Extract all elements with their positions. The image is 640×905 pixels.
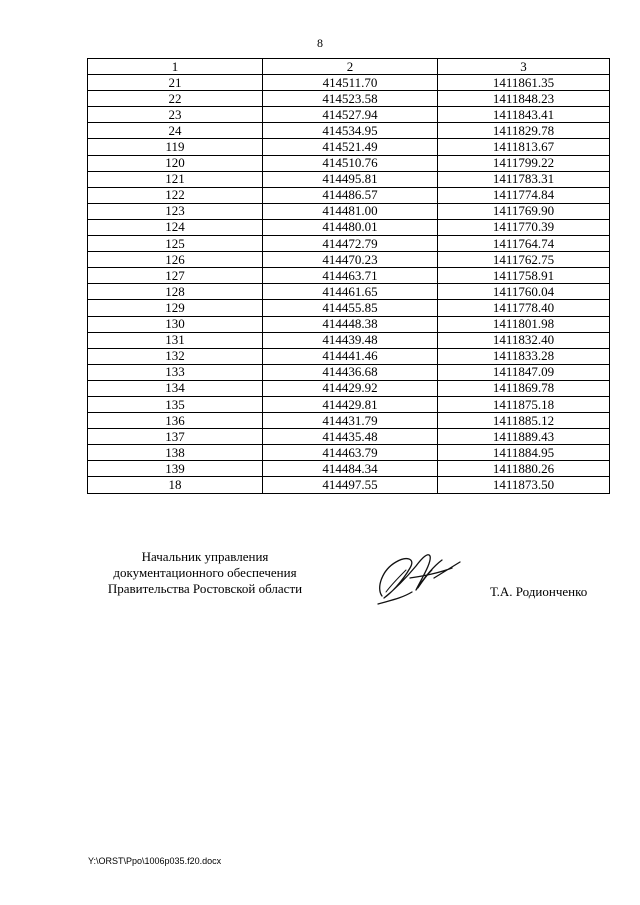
table-row	[88, 348, 610, 364]
table-row	[88, 236, 610, 252]
page-number: 8	[317, 36, 323, 50]
x-coordinate-cell: 414470.23	[263, 252, 438, 268]
table-row	[88, 252, 610, 268]
point-number-cell: 127	[88, 268, 263, 284]
signer-position-line-2: документационного обеспечения	[113, 565, 297, 580]
y-coordinate-cell: 1411829.78	[438, 123, 610, 139]
x-coordinate-cell: 414436.68	[263, 364, 438, 380]
point-number-cell: 129	[88, 300, 263, 316]
x-coordinate-cell: 414429.92	[263, 380, 438, 396]
point-number-cell: 22	[88, 91, 263, 107]
x-coordinate-cell: 414448.38	[263, 316, 438, 332]
y-coordinate-cell: 1411843.41	[438, 107, 610, 123]
table-row	[88, 380, 610, 396]
y-coordinate-cell: 1411889.43	[438, 429, 610, 445]
x-coordinate-cell: 414510.76	[263, 155, 438, 171]
point-number-cell: 120	[88, 155, 263, 171]
table-row	[88, 461, 610, 477]
x-coordinate-cell: 414435.48	[263, 429, 438, 445]
y-coordinate-cell: 1411832.40	[438, 332, 610, 348]
table-row	[88, 477, 610, 493]
x-coordinate-cell: 414429.81	[263, 396, 438, 412]
point-number-cell: 123	[88, 203, 263, 219]
x-coordinate-cell: 414463.71	[263, 268, 438, 284]
x-coordinate-cell: 414495.81	[263, 171, 438, 187]
x-coordinate-cell: 414455.85	[263, 300, 438, 316]
table-row	[88, 187, 610, 203]
file-path: Y:\ORST\Ppo\1006p035.f20.docx	[88, 856, 222, 866]
signer-position-line-3: Правительства Ростовской области	[107, 581, 303, 596]
x-coordinate-cell: 414523.58	[263, 91, 438, 107]
x-coordinate-cell: 414441.46	[263, 348, 438, 364]
point-number-cell: 131	[88, 332, 263, 348]
table-row	[88, 429, 610, 445]
x-coordinate-cell: 414497.55	[263, 477, 438, 493]
table-row	[88, 332, 610, 348]
y-coordinate-cell: 1411847.09	[438, 364, 610, 380]
y-coordinate-cell: 1411884.95	[438, 445, 610, 461]
y-coordinate-cell: 1411875.18	[438, 396, 610, 412]
point-number-cell: 24	[88, 123, 263, 139]
x-coordinate-cell: 414461.65	[263, 284, 438, 300]
y-coordinate-cell: 1411799.22	[438, 155, 610, 171]
y-coordinate-cell: 1411873.50	[438, 477, 610, 493]
point-number-cell: 128	[88, 284, 263, 300]
point-number-cell: 18	[88, 477, 263, 493]
x-coordinate-cell: 414484.34	[263, 461, 438, 477]
x-coordinate-cell: 414439.48	[263, 332, 438, 348]
x-coordinate-cell: 414511.70	[263, 75, 438, 91]
column-header-2: 2	[263, 59, 438, 75]
column-header-1: 1	[88, 59, 263, 75]
y-coordinate-cell: 1411885.12	[438, 413, 610, 429]
point-number-cell: 133	[88, 364, 263, 380]
point-number-cell: 135	[88, 396, 263, 412]
x-coordinate-cell: 414431.79	[263, 413, 438, 429]
point-number-cell: 126	[88, 252, 263, 268]
table-row	[88, 171, 610, 187]
coordinates-table	[87, 58, 610, 494]
y-coordinate-cell: 1411769.90	[438, 203, 610, 219]
y-coordinate-cell: 1411801.98	[438, 316, 610, 332]
point-number-cell: 130	[88, 316, 263, 332]
point-number-cell: 23	[88, 107, 263, 123]
point-number-cell: 122	[88, 187, 263, 203]
table-row	[88, 268, 610, 284]
x-coordinate-cell: 414472.79	[263, 236, 438, 252]
point-number-cell: 138	[88, 445, 263, 461]
x-coordinate-cell: 414521.49	[263, 139, 438, 155]
table-row	[88, 445, 610, 461]
point-number-cell: 139	[88, 461, 263, 477]
y-coordinate-cell: 1411813.67	[438, 139, 610, 155]
table-row	[88, 364, 610, 380]
coordinates-table-body	[88, 59, 610, 494]
point-number-cell: 119	[88, 139, 263, 155]
column-header-3: 3	[438, 59, 610, 75]
x-coordinate-cell: 414534.95	[263, 123, 438, 139]
point-number-cell: 137	[88, 429, 263, 445]
table-row	[88, 91, 610, 107]
table-row	[88, 123, 610, 139]
x-coordinate-cell: 414463.79	[263, 445, 438, 461]
y-coordinate-cell: 1411774.84	[438, 187, 610, 203]
point-number-cell: 121	[88, 171, 263, 187]
table-row	[88, 300, 610, 316]
y-coordinate-cell: 1411880.26	[438, 461, 610, 477]
point-number-cell: 124	[88, 219, 263, 235]
y-coordinate-cell: 1411764.74	[438, 236, 610, 252]
y-coordinate-cell: 1411848.23	[438, 91, 610, 107]
y-coordinate-cell: 1411770.39	[438, 219, 610, 235]
table-row	[88, 316, 610, 332]
table-row	[88, 139, 610, 155]
signer-position	[90, 549, 320, 597]
y-coordinate-cell: 1411861.35	[438, 75, 610, 91]
table-row	[88, 203, 610, 219]
x-coordinate-cell: 414486.57	[263, 187, 438, 203]
y-coordinate-cell: 1411758.91	[438, 268, 610, 284]
table-row	[88, 107, 610, 123]
x-coordinate-cell: 414480.01	[263, 219, 438, 235]
y-coordinate-cell: 1411762.75	[438, 252, 610, 268]
point-number-cell: 134	[88, 380, 263, 396]
table-row	[88, 396, 610, 412]
x-coordinate-cell: 414527.94	[263, 107, 438, 123]
y-coordinate-cell: 1411778.40	[438, 300, 610, 316]
point-number-cell: 125	[88, 236, 263, 252]
table-header-row	[88, 59, 610, 75]
y-coordinate-cell: 1411869.78	[438, 380, 610, 396]
y-coordinate-cell: 1411760.04	[438, 284, 610, 300]
y-coordinate-cell: 1411833.28	[438, 348, 610, 364]
signer-name: Т.А. Родионченко	[490, 584, 588, 599]
x-coordinate-cell: 414481.00	[263, 203, 438, 219]
table-row	[88, 413, 610, 429]
table-row	[88, 155, 610, 171]
y-coordinate-cell: 1411783.31	[438, 171, 610, 187]
handwritten-signature	[372, 548, 464, 610]
table-row	[88, 219, 610, 235]
point-number-cell: 21	[88, 75, 263, 91]
point-number-cell: 136	[88, 413, 263, 429]
point-number-cell: 132	[88, 348, 263, 364]
signer-position-line-1: Начальник управления	[141, 549, 269, 564]
table-row	[88, 75, 610, 91]
table-row	[88, 284, 610, 300]
